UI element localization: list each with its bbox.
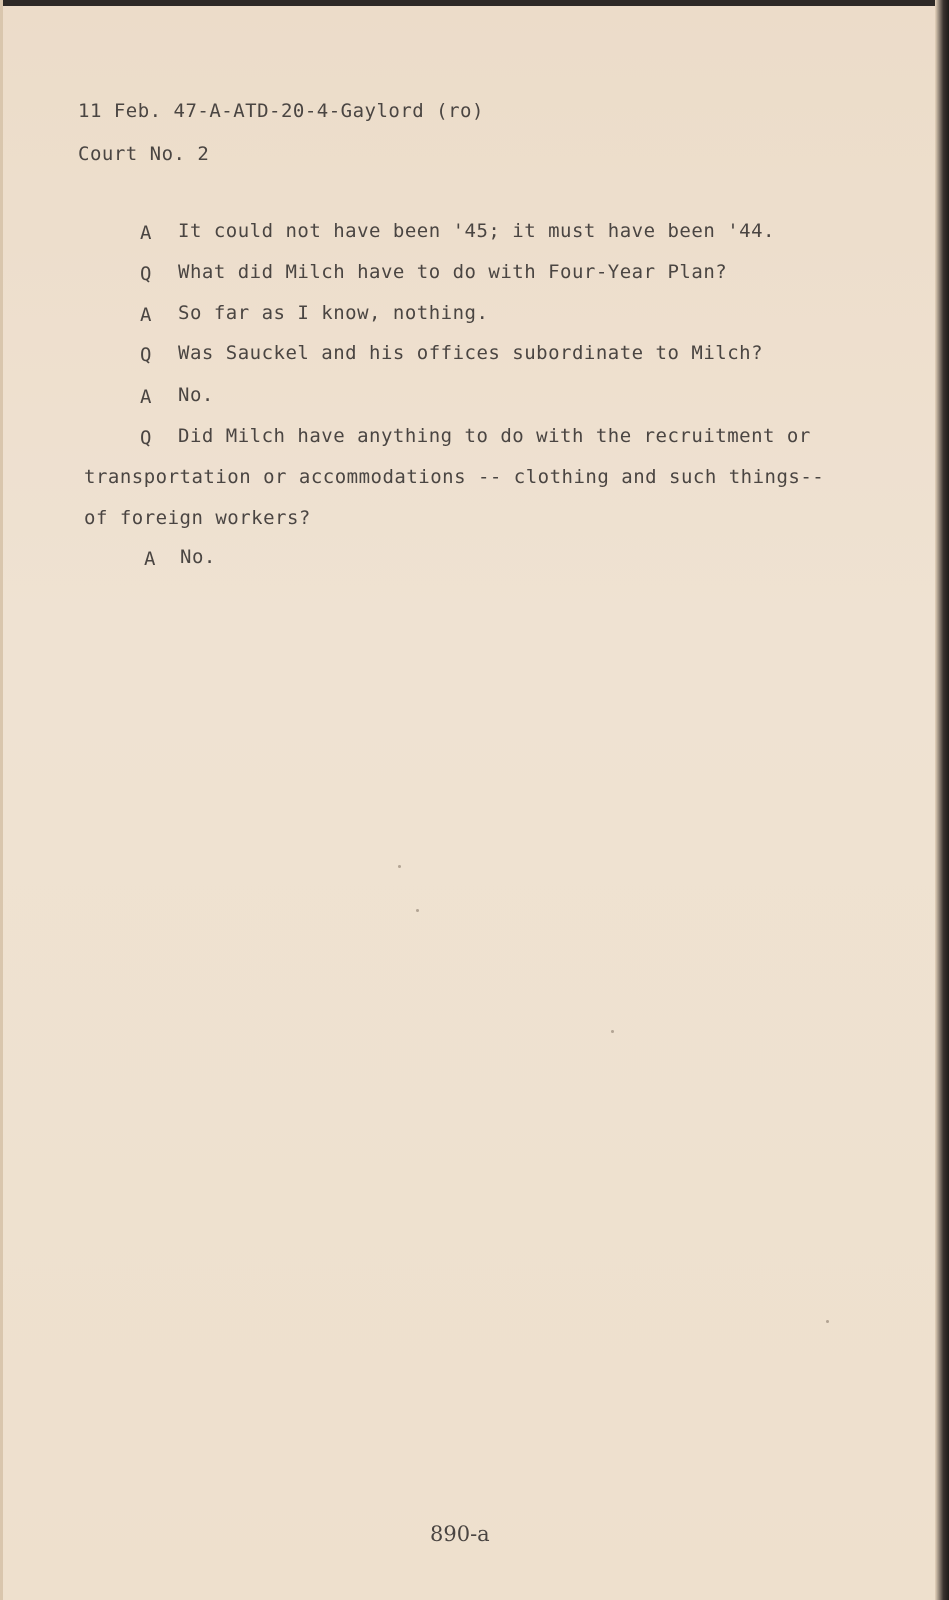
transcript-line: What did Milch have to do with Four-Year Plan? — [178, 261, 728, 283]
transcript-line: Did Milch have anything to do with the recruitment or — [178, 425, 811, 447]
speaker-label: Q — [140, 427, 152, 449]
paper-speck — [416, 909, 419, 912]
transcript-line: It could not have been '45; it must have been '44. — [178, 220, 775, 242]
scan-right-edge — [935, 0, 949, 1600]
scan-left-edge — [0, 0, 3, 1600]
transcript-continuation-line: transportation or accommodations -- clothing and such things-- — [84, 466, 825, 488]
speaker-label: Q — [140, 263, 152, 285]
speaker-label: Q — [140, 344, 152, 366]
speaker-label: A — [144, 548, 156, 570]
transcript-continuation-line: of foreign workers? — [84, 507, 311, 529]
paper-speck — [398, 865, 401, 868]
speaker-label: A — [140, 304, 152, 326]
paper-speck — [826, 1320, 829, 1323]
scan-top-edge — [0, 0, 949, 6]
transcript-line: No. — [178, 384, 214, 406]
paper-speck — [611, 1030, 614, 1033]
transcript-line: No. — [180, 546, 216, 568]
speaker-label: A — [140, 222, 152, 244]
transcript-line: So far as I know, nothing. — [178, 302, 489, 324]
transcript-line: Was Sauckel and his offices subordinate to Milch? — [178, 342, 764, 364]
page-number: 890-a — [430, 1522, 490, 1546]
speaker-label: A — [140, 386, 152, 408]
document-reference: 11 Feb. 47-A-ATD-20-4-Gaylord (ro) — [78, 100, 484, 122]
court-number: Court No. 2 — [78, 143, 210, 165]
